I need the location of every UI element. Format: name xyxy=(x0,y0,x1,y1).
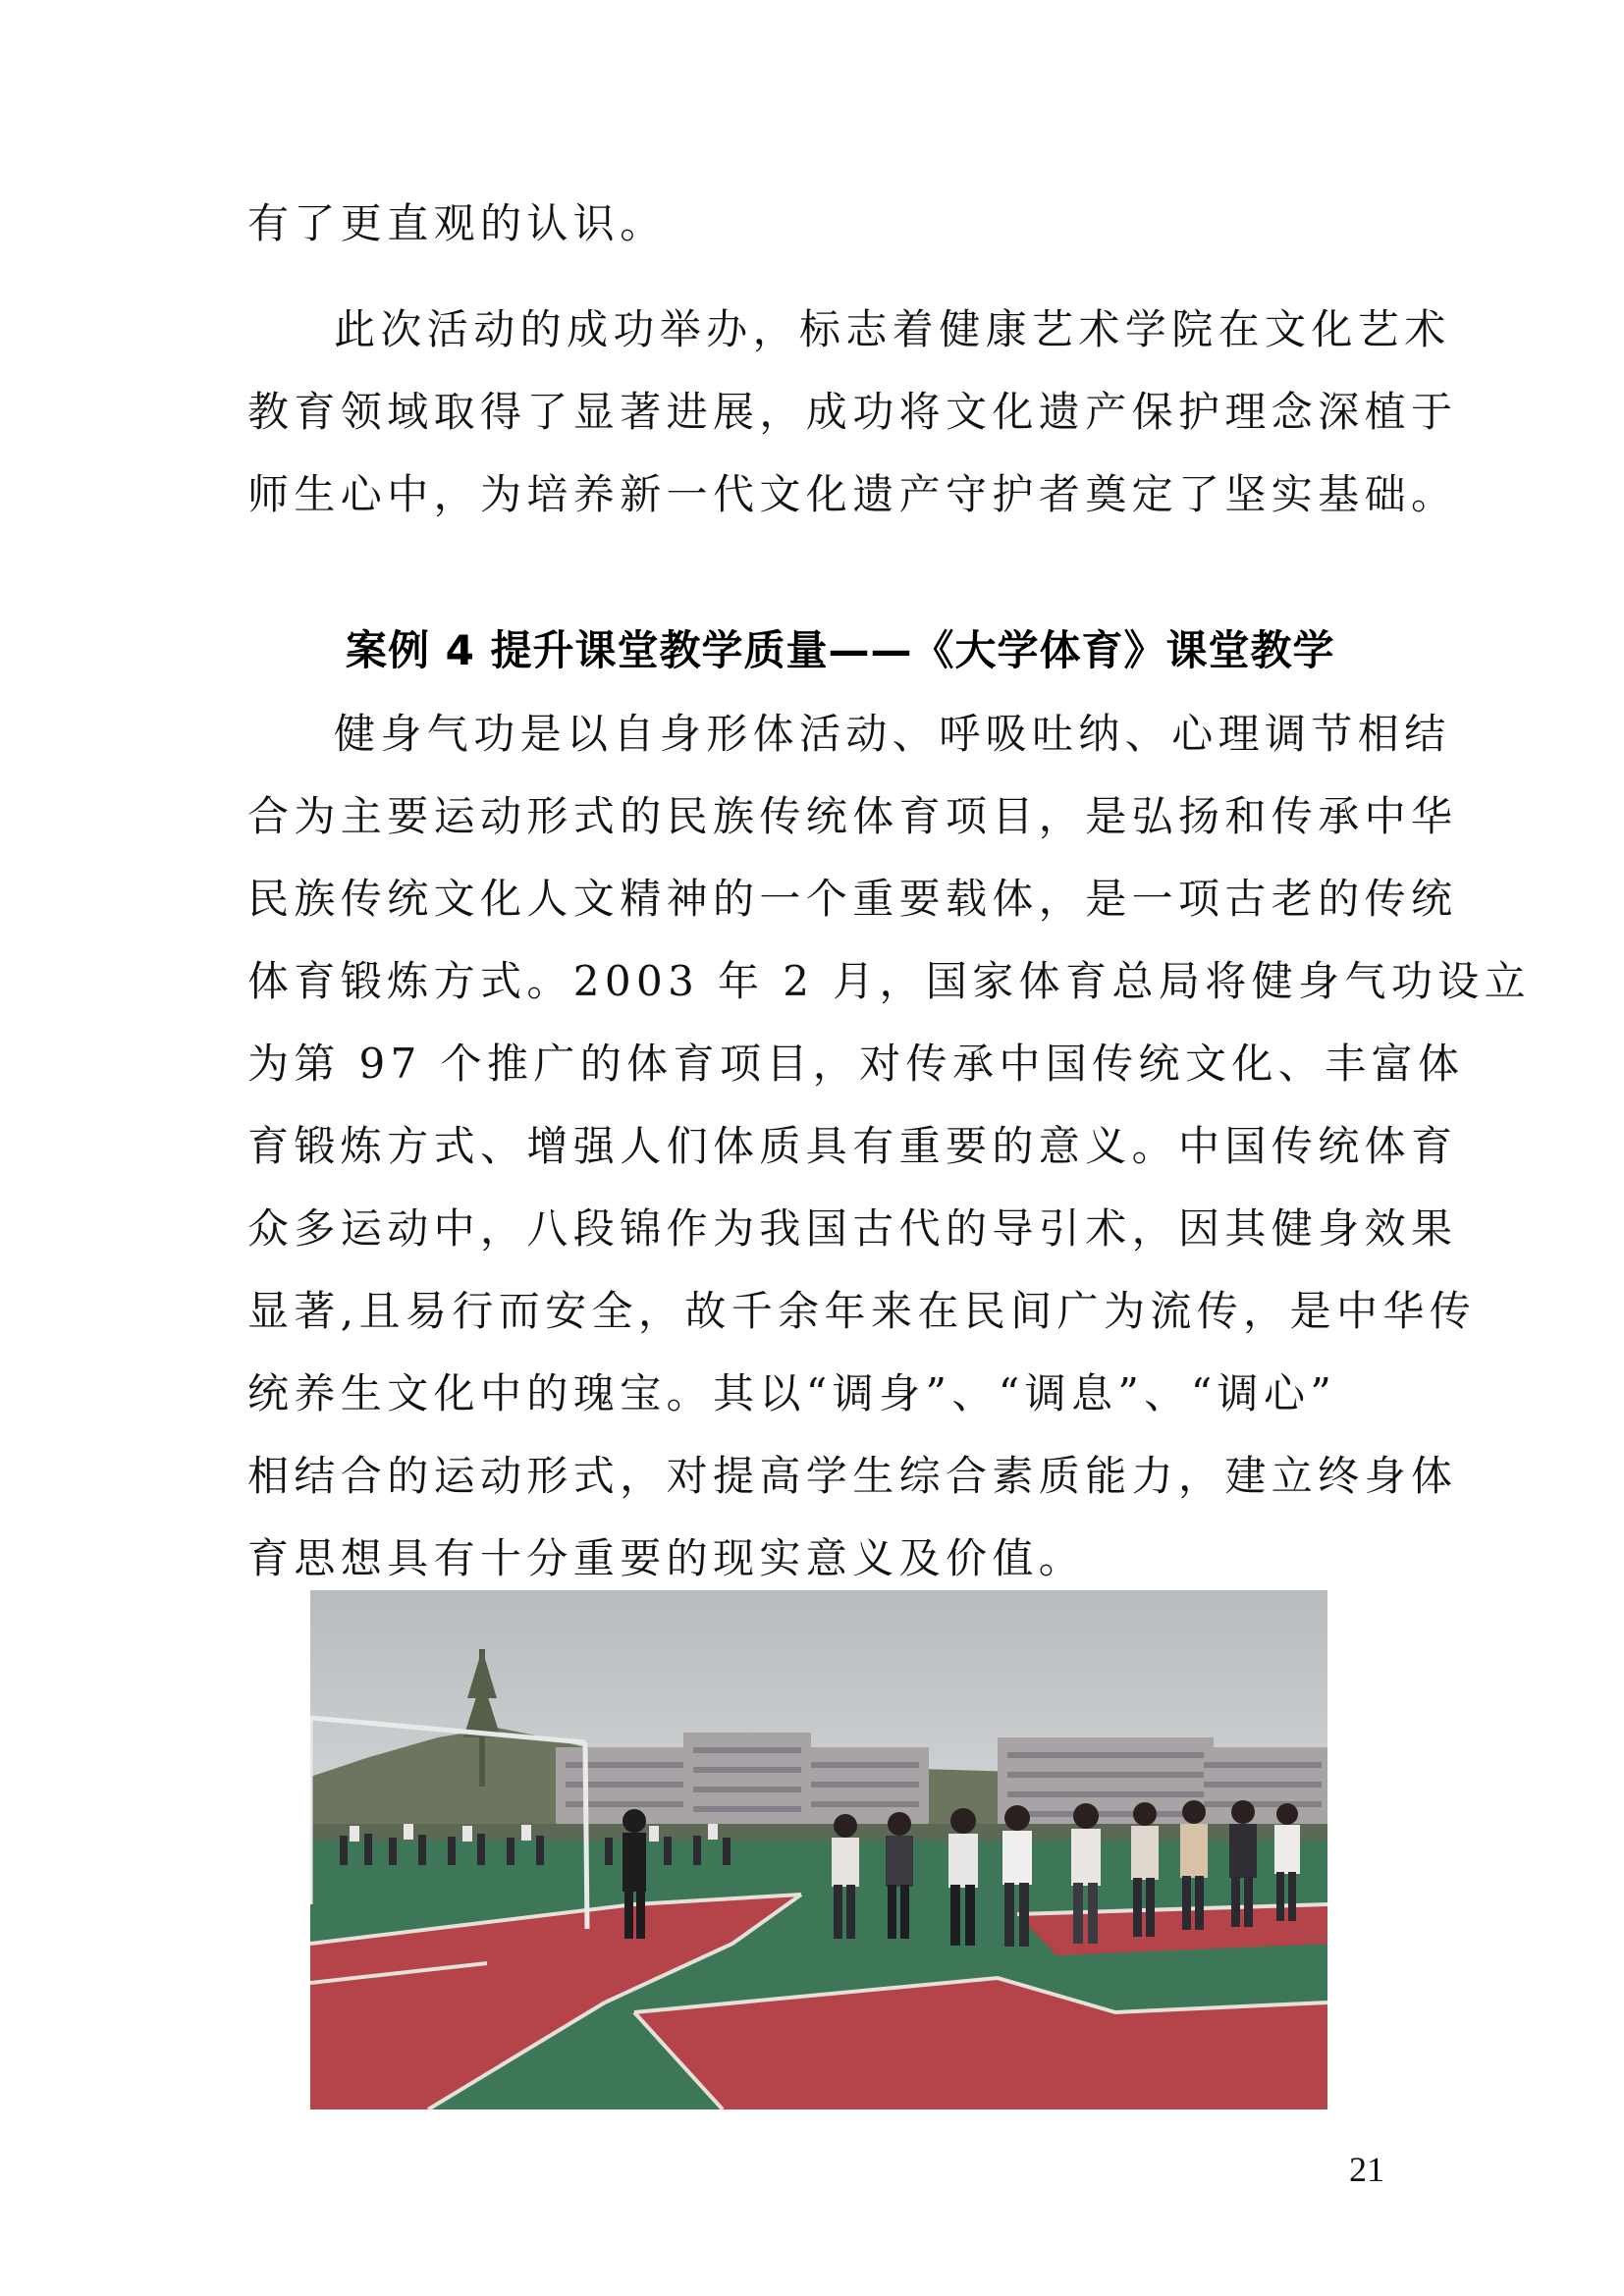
body-text-line: 相结合的运动形式，对提高学生综合素质能力，建立终身体 xyxy=(247,1452,1458,1500)
body-text-line: 教育领域取得了显著进展，成功将文化遗产保护理念深植于 xyxy=(247,388,1458,436)
body-text-line: 众多运动中，八段锦作为我国古代的导引术，因其健身效果 xyxy=(247,1204,1458,1253)
body-text-line: 合为主要运动形式的民族传统体育项目，是弘扬和传承中华 xyxy=(247,792,1458,840)
body-text-line: 民族传统文化人文精神的一个重要载体，是一项古老的传统 xyxy=(247,875,1458,923)
body-text-line: 师生心中，为培养新一代文化遗产守护者奠定了坚实基础。 xyxy=(247,470,1458,518)
body-text-line: 此次活动的成功举办，标志着健康艺术学院在文化艺术 xyxy=(334,305,1451,353)
body-text-line: 健身气功是以自身形体活动、呼吸吐纳、心理调节相结 xyxy=(334,710,1451,758)
body-text-line: 显著,且易行而安全，故千余年来在民间广为流传，是中华传 xyxy=(247,1287,1477,1335)
body-text-line: 为第 97 个推广的体育项目，对传承中国传统文化、丰富体 xyxy=(247,1040,1465,1088)
class-photo xyxy=(310,1590,1327,2109)
page-number: 21 xyxy=(1349,2150,1384,2189)
body-text-line: 育思想具有十分重要的现实意义及价值。 xyxy=(247,1534,1086,1582)
body-text-line: 体育锻炼方式。2003 年 2 月，国家体育总局将健身气功设立 xyxy=(247,957,1532,1005)
body-text-line: 统养生文化中的瑰宝。其以“调身”、“调息”、“调心” xyxy=(247,1369,1337,1417)
section-heading: 案例 4 提升课堂教学质量——《大学体育》课堂教学 xyxy=(346,626,1335,674)
body-text-line: 育锻炼方式、增强人们体质具有重要的意义。中国传统体育 xyxy=(247,1122,1458,1170)
body-text-line: 有了更直观的认识。 xyxy=(247,199,667,247)
